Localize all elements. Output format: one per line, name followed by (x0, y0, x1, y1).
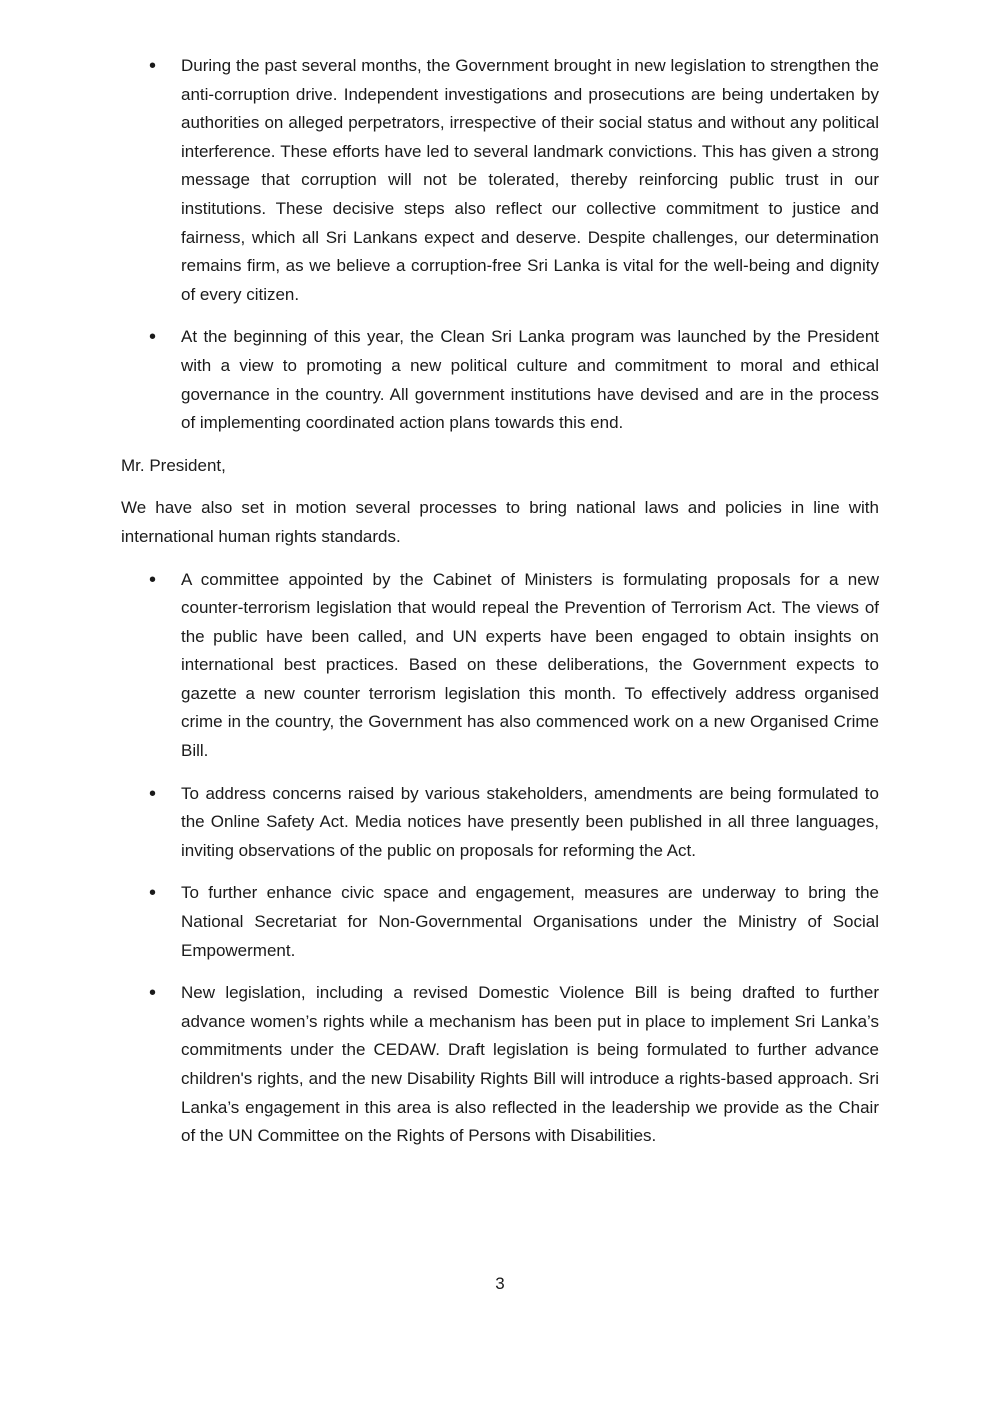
salutation: Mr. President, (121, 455, 226, 475)
page-number: 3 (495, 1274, 505, 1293)
bullet-list-anti-corruption (121, 52, 879, 438)
bullet-list-legislation (121, 566, 879, 1151)
bullet-item: • To address concerns raised by various stakeholders, amendments are being formulated to the Online Safety Act. Media notices have presently been published in all three languages, inviting observations of the public on proposals for reforming the Act. (121, 780, 879, 866)
page-content (121, 52, 879, 1165)
bullet-item: • During the past several months, the Government brought in new legislation to strengthen the anti-corruption drive. Independent investigations and prosecutions are being undertaken by authorities on alleged perpetrators, irrespective of their social status and without any political interference. These efforts have led to several landmark convictions. This has given a strong message that corruption will not be tolerated, thereby reinforcing public trust in our institutions. These decisive steps also reflect our collective commitment to justice and fairness, which all Sri Lankans expect and deserve. Despite challenges, our determination remains firm, as we believe a corruption-free Sri Lanka is vital for the well-being and dignity of every citizen. (121, 52, 879, 309)
bullet-item: • At the beginning of this year, the Clean Sri Lanka program was launched by the President with a view to promoting a new political culture and commitment to moral and ethical governance in the country. All government institutions have devised and are in the process of implementing coordinated action plans towards this end. (121, 323, 879, 437)
bullet-item: • A committee appointed by the Cabinet of Ministers is formulating proposals for a new counter-terrorism legislation that would repeal the Prevention of Terrorism Act. The views of the public have been called, and UN experts have been engaged to obtain insights on international best practices. Based on these deliberations, the Government expects to gazette a new counter terrorism legislation this month. To effectively address organised crime in the country, the Government has also commenced work on a new Organised Crime Bill. (121, 566, 879, 766)
intro-paragraph: We have also set in motion several processes to bring national laws and policies in line with international human rights standards. (121, 498, 879, 546)
bullet-item: • New legislation, including a revised Domestic Violence Bill is being drafted to further advance women’s rights while a mechanism has been put in place to implement Sri Lanka’s commitments under the CEDAW. Draft legislation is being formulated to further advance children's rights, and the new Disability Rights Bill will introduce a rights-based approach. Sri Lanka’s engagement in this area is also reflected in the leadership we provide as the Chair of the UN Committee on the Rights of Persons with Disabilities. (121, 979, 879, 1151)
bullet-item: • To further enhance civic space and engagement, measures are underway to bring the National Secretariat for Non-Governmental Organisations under the Ministry of Social Empowerment. (121, 879, 879, 965)
